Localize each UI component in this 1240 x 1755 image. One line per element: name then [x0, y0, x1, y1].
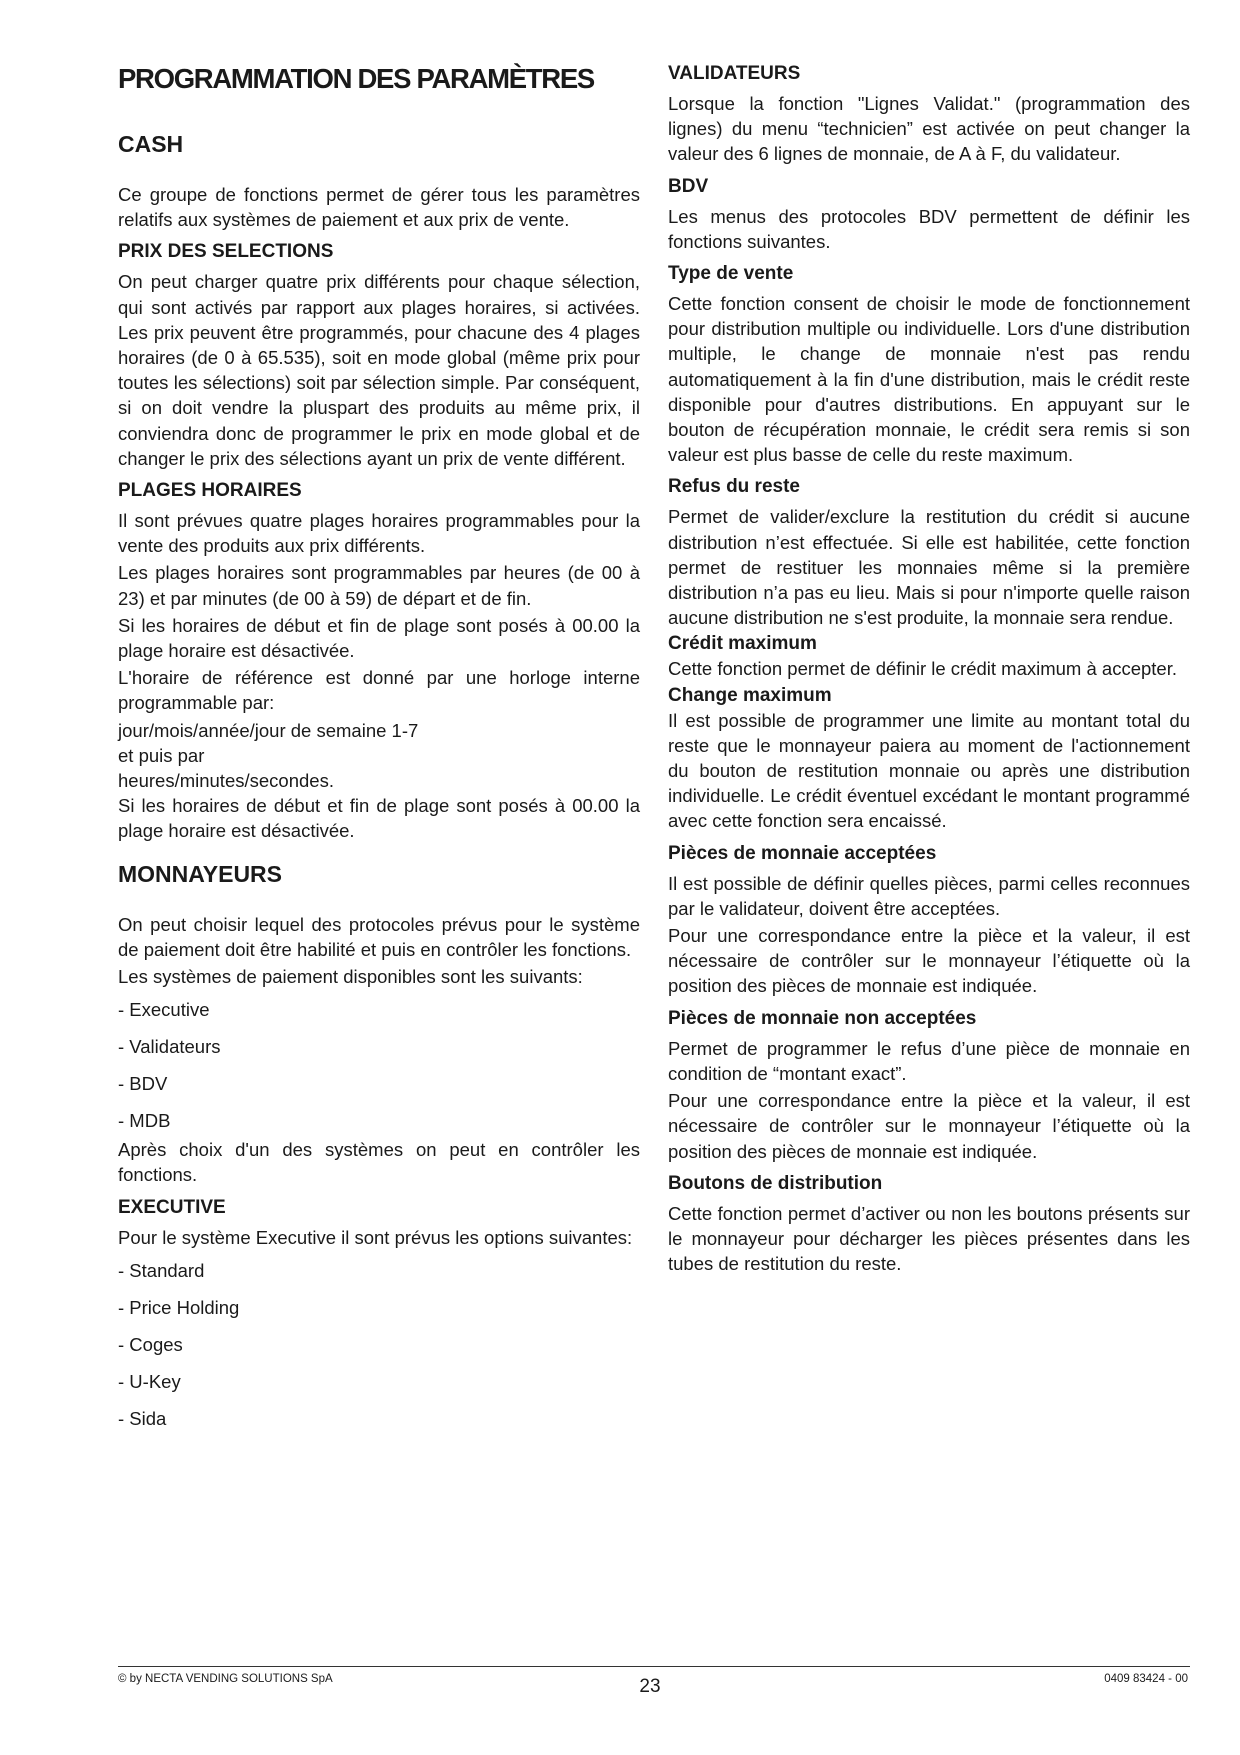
pieces-acceptees-text-1: Il est possible de définir quelles pièces, parmi celles reconnues par le validateur, doivent être acceptées. [668, 872, 1190, 919]
refus-reste-heading: Refus du reste [668, 476, 800, 498]
plages-horaires-heading: PLAGES HORAIRES [118, 480, 302, 502]
refus-reste-text: Permet de valider/exclure la restitution du crédit si aucune distribution n’est effectuée. Si elle est habilitée, cette fonction permet de restituer les monnaies même si la première distribution n’a pas eu lieu. Mais si pour n'importe quelle raison aucune distribution ne s'est produite, la monnaie sera rendue. [668, 506, 1190, 629]
credit-maximum-text: Cette fonction permet de définir le crédit maximum à accepter. [668, 658, 1177, 680]
right-column [668, 62, 1190, 1284]
cash-heading: CASH [118, 131, 184, 157]
monnayeurs-heading: MONNAYEURS [118, 860, 283, 887]
validateurs-text: Lorsque la fonction "Lignes Validat." (programmation des lignes) du menu “technicien” est activée on peut changer la valeur des 6 lignes de monnaie, de A à F, du validateur. [668, 93, 1190, 165]
boutons-distribution-text: Cette fonction permet d’activer ou non les boutons présents sur le monnayeur pour décharger les pièces présentes dans les tubes de restitution du reste. [668, 1202, 1190, 1275]
monnayeurs-text-3: Après choix d'un des systèmes on peut en contrôler les fonctions. [118, 1139, 640, 1186]
list-item: - U-Key [118, 1370, 181, 1392]
payment-systems-list [118, 997, 640, 1133]
left-column [118, 62, 640, 1443]
cash-intro: Ce groupe de fonctions permet de gérer tous les paramètres relatifs aux systèmes de paiement et aux prix de vente. [118, 184, 640, 231]
executive-heading: EXECUTIVE [118, 1196, 226, 1218]
footer-copyright: © by NECTA VENDING SOLUTIONS SpA [118, 1673, 333, 1685]
page-title: PROGRAMMATION DES PARAMÈTRES [118, 63, 594, 94]
prix-selections-text: On peut charger quatre prix différents pour chaque sélection, qui sont activés par rapport aux plages horaires, si activées. Les prix peuvent être programmés, pour chacune des 4 plages horaires (de 0 à 65.535), soit en mode global (même prix pour toutes les sélections) soit par sélection simple. Par conséquent, si on doit vendre la pluspart des produits au même prix, il conviendra donc de programmer le prix en mode global et de changer le prix des sélections ayant un prix de vente différent. [118, 271, 640, 469]
monnayeurs-text-2: Les systèmes de paiement disponibles sont les suivants: [118, 966, 583, 988]
pieces-non-acceptees-text-1: Permet de programmer le refus d’une pièce de monnaie en condition de “montant exact”. [668, 1037, 1190, 1084]
plages-text-8: Si les horaires de début et fin de plage sont posés à 00.00 la plage horaire est désactivée. [118, 795, 640, 842]
footer-divider [118, 1666, 1190, 1667]
page-number: 23 [639, 1676, 661, 1697]
prix-selections-heading: PRIX DES SELECTIONS [118, 241, 334, 263]
pieces-acceptees-text-2: Pour une correspondance entre la pièce et la valeur, il est nécessaire de contrôler sur le monnayeur l’étiquette où la position des pièces de monnaie est indiquée. [668, 925, 1190, 997]
bdv-heading: BDV [668, 175, 709, 197]
plages-text-5: jour/mois/année/jour de semaine 1-7 [118, 719, 419, 741]
plages-text-4: L'horaire de référence est donné par une horloge interne programmable par: [118, 667, 640, 714]
bdv-text: Les menus des protocoles BDV permettent de définir les fonctions suivantes. [668, 205, 1190, 252]
plages-text-3: Si les horaires de début et fin de plage sont posés à 00.00 la plage horaire est désactivée. [118, 614, 640, 662]
plages-text-6: et puis par [118, 744, 205, 766]
list-item: - BDV [118, 1073, 168, 1095]
list-item: - Coges [118, 1333, 183, 1355]
pieces-non-acceptees-text-2: Pour une correspondance entre la pièce et la valeur, il est nécessaire de contrôler sur le monnayeur l’étiquette où la position des pièces de monnaie est indiquée. [668, 1090, 1190, 1162]
list-item: - Sida [118, 1407, 167, 1429]
list-item: - Standard [118, 1259, 205, 1281]
list-item: - Validateurs [118, 1036, 221, 1058]
type-vente-heading: Type de vente [668, 263, 794, 285]
document-code: 0409 83424 - 00 [1104, 1673, 1188, 1685]
monnayeurs-text-1: On peut choisir lequel des protocoles prévus pour le système de paiement doit être habilité et puis en contrôler les fonctions. [118, 913, 640, 960]
pieces-non-acceptees-heading: Pièces de monnaie non acceptées [668, 1007, 977, 1029]
type-vente-text: Cette fonction consent de choisir le mode de fonctionnement pour distribution multiple ou individuelle. Lors d'une distribution multiple, le change de monnaie n'est pas rendu automatiquement à la fin d'une distribution, mais le crédit reste disponible pour d'autres distributions. En appuyant sur le bouton de récupération monnaie, le crédit sera remis si son valeur est plus basse de celle du reste maximum. [668, 293, 1190, 466]
change-maximum-heading: Change maximum [668, 684, 832, 706]
list-item: - Executive [118, 999, 210, 1021]
executive-options-list [118, 1258, 640, 1431]
list-item: - MDB [118, 1110, 171, 1132]
executive-text: Pour le système Executive il sont prévus les options suivantes: [118, 1226, 633, 1248]
plages-text-1: Il sont prévues quatre plages horaires programmables pour la vente des produits aux prix différents. [118, 510, 640, 557]
plages-text-7: heures/minutes/secondes. [118, 770, 334, 792]
plages-text-2: Les plages horaires sont programmables par heures (de 00 à 23) et par minutes (de 00 à 59) de départ et de fin. [118, 562, 640, 609]
change-maximum-text: Il est possible de programmer une limite au montant total du reste que le monnayeur paiera au moment de l'actionnement du bouton de restitution monnaie ou après une distribution individuelle. Le crédit éventuel excédant le montant programmé avec cette fonction sera encaissé. [668, 709, 1190, 832]
pieces-acceptees-heading: Pièces de monnaie acceptées [668, 842, 937, 864]
boutons-distribution-heading: Boutons de distribution [668, 1172, 883, 1194]
validateurs-heading: VALIDATEURS [668, 63, 801, 84]
credit-maximum-heading: Crédit maximum [668, 633, 817, 655]
list-item: - Price Holding [118, 1296, 240, 1318]
